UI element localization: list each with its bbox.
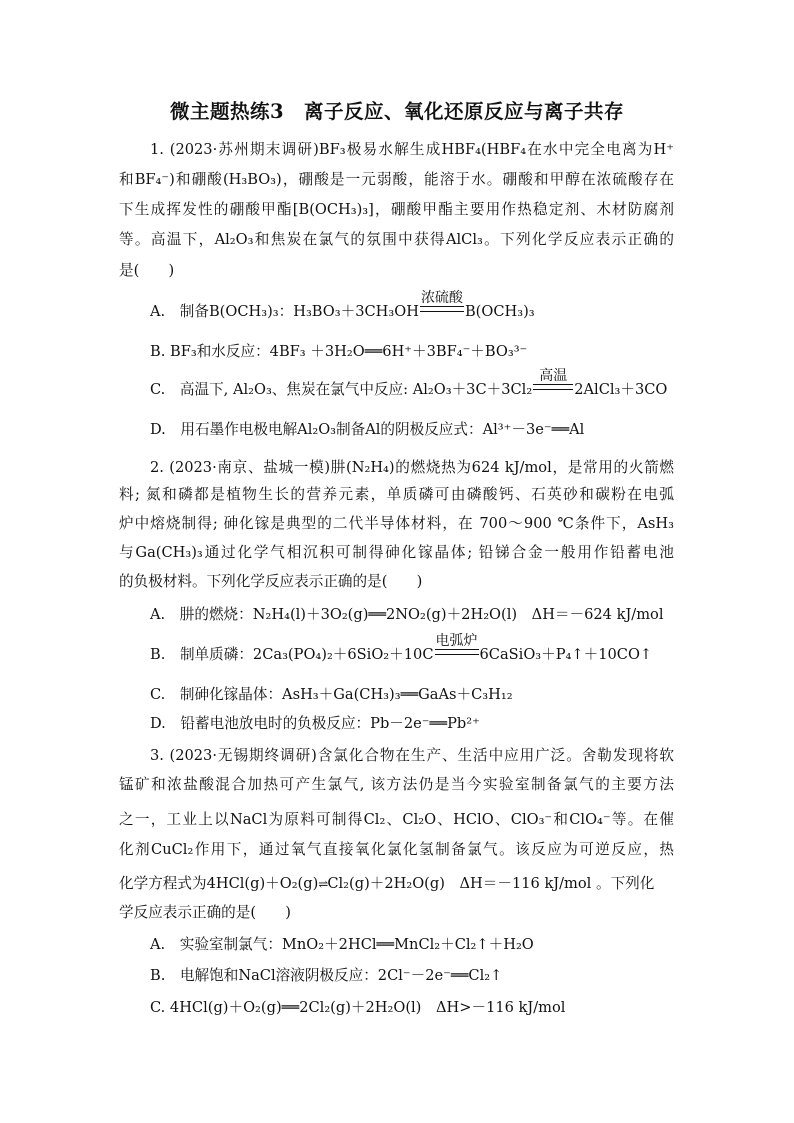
- q1-option-c[interactable]: [150, 368, 668, 400]
- q2-option-b-lhs: B. 制单质磷：2Ca₃(PO₄)₂＋6SiO₂＋10C: [150, 646, 434, 663]
- q2-option-a[interactable]: A. 肼的燃烧：N₂H₄(l)＋3O₂(g)══2NO₂(g)＋2H₂O(l) ΔH＝－624 kJ/mol: [150, 606, 664, 623]
- q3-option-b[interactable]: B. 电解饱和NaCl溶液阴极反应：2Cl⁻－2e⁻══Cl₂↑: [150, 967, 503, 984]
- q1-option-a-condition-arrow: [420, 290, 464, 322]
- q1-option-a-lhs: A. 制备B(OCH₃)₃：H₃BO₃＋3CH₃OH: [150, 303, 419, 320]
- q2-line-2: 料; 氮和磷都是植物生长的营养元素，单质磷可由磷酸钙、石英砂和碳粉在电弧: [119, 486, 674, 503]
- q1-option-b[interactable]: B. BF₃和水反应：4BF₃ ＋3H₂O══6H⁺＋3BF₄⁻＋BO₃³⁻: [150, 343, 528, 360]
- q1-option-c-lhs: C. 高温下, Al₂O₃、焦炭在氯气中反应: Al₂O₃＋3C＋3Cl₂: [150, 381, 533, 398]
- q1-option-a[interactable]: [150, 290, 535, 322]
- q1-option-c-condition-arrow: [533, 368, 573, 400]
- q2-option-b-condition: 电弧炉: [435, 633, 478, 649]
- page-title: 微主题热练3 离子反应、氧化还原反应与离子共存: [169, 100, 625, 123]
- q2-option-c[interactable]: C. 制砷化镓晶体：AsH₃＋Ga(CH₃)₃══GaAs＋C₃H₁₂: [150, 686, 513, 703]
- q2-option-b[interactable]: [150, 633, 653, 665]
- q2-line-1: 2. (2023·南京、盐城一模)肼(N₂H₄)的燃烧热为624 kJ/mol，是常用的火箭燃: [150, 459, 674, 476]
- q1-option-a-condition: 浓硫酸: [420, 290, 463, 306]
- q2-line-5: 的负极材料。下列化学反应表示正确的是( ): [119, 573, 423, 590]
- q1-line-4: 等。高温下，Al₂O₃和焦炭在氯气的氛围中获得AlCl₃。下列化学反应表示正确的: [119, 231, 674, 248]
- q1-option-d[interactable]: D. 用石墨作电极电解Al₂O₃制备Al的阴极反应式：Al³⁺－3e⁻══Al: [150, 421, 585, 438]
- q2-option-d[interactable]: D. 铅蓄电池放电时的负极反应：Pb－2e⁻══Pb²⁺: [150, 715, 480, 732]
- q1-line-3: 下生成挥发性的硼酸甲酯[B(OCH₃)₃]，硼酸甲酯主要用作热稳定剂、木材防腐剂: [119, 201, 674, 218]
- q1-line-2: 和BF₄⁻)和硼酸(H₃BO₃)，硼酸是一元弱酸，能溶于水。硼酸和甲醇在浓硫酸存在: [119, 171, 674, 188]
- q3-line-6: 学反应表示正确的是( ): [119, 904, 291, 921]
- q2-line-3: 炉中熔烧制得; 砷化镓是典型的二代半导体材料，在 700～900 ℃条件下，AsH₃: [119, 515, 674, 532]
- q3-line-2: 锰矿和浓盐酸混合加热可产生氯气, 该方法仍是当今实验室制备氯气的主要方法: [119, 776, 674, 793]
- q1-option-c-rhs: 2AlCl₃＋3CO: [574, 381, 668, 398]
- q3-line-5: [119, 874, 674, 894]
- q3-line-1: 3. (2023·无锡期终调研)含氯化合物在生产、生活中应用广泛。舍勒发现将软: [150, 747, 674, 764]
- q3-line-4: 化剂CuCl₂作用下，通过氧气直接氧化氯化氢制备氯气。该反应为可逆反应，热: [119, 841, 674, 858]
- q3-line-5-rhs: Cl₂(g)＋2H₂O(g) ΔH＝－116 kJ/mol 。下列化: [327, 875, 655, 892]
- q3-option-a[interactable]: A. 实验室制氯气：MnO₂＋2HCl══MnCl₂＋Cl₂↑＋H₂O: [150, 936, 534, 953]
- q2-option-b-rhs: 6CaSiO₃＋P₄↑＋10CO↑: [479, 646, 653, 663]
- q2-option-b-condition-arrow: [435, 633, 479, 665]
- q3-line-3: 之一，工业上以NaCl为原料可制得Cl₂、Cl₂O、HClO、ClO₃⁻和ClO₄⁻等。在催: [119, 811, 674, 828]
- q1-option-c-condition: 高温: [539, 368, 568, 384]
- q1-line-1: 1. (2023·苏州期末调研)BF₃极易水解生成HBF₄(HBF₄在水中完全电离为H⁺: [150, 141, 674, 158]
- q1-option-a-rhs: B(OCH₃)₃: [464, 303, 535, 320]
- q3-option-c[interactable]: C. 4HCl(g)＋O₂(g)══2Cl₂(g)＋2H₂O(l) ΔH>－116 kJ/mol: [150, 999, 566, 1016]
- q2-line-4: 与Ga(CH₃)₃通过化学气相沉积可制得砷化镓晶体; 铅锑合金一般用作铅蓄电池: [119, 544, 674, 561]
- reversible-arrow-icon: ⇌: [318, 877, 328, 891]
- q3-line-5-lhs: 化学方程式为4HCl(g)＋O₂(g): [119, 875, 319, 892]
- q1-line-5: 是( ): [119, 262, 175, 279]
